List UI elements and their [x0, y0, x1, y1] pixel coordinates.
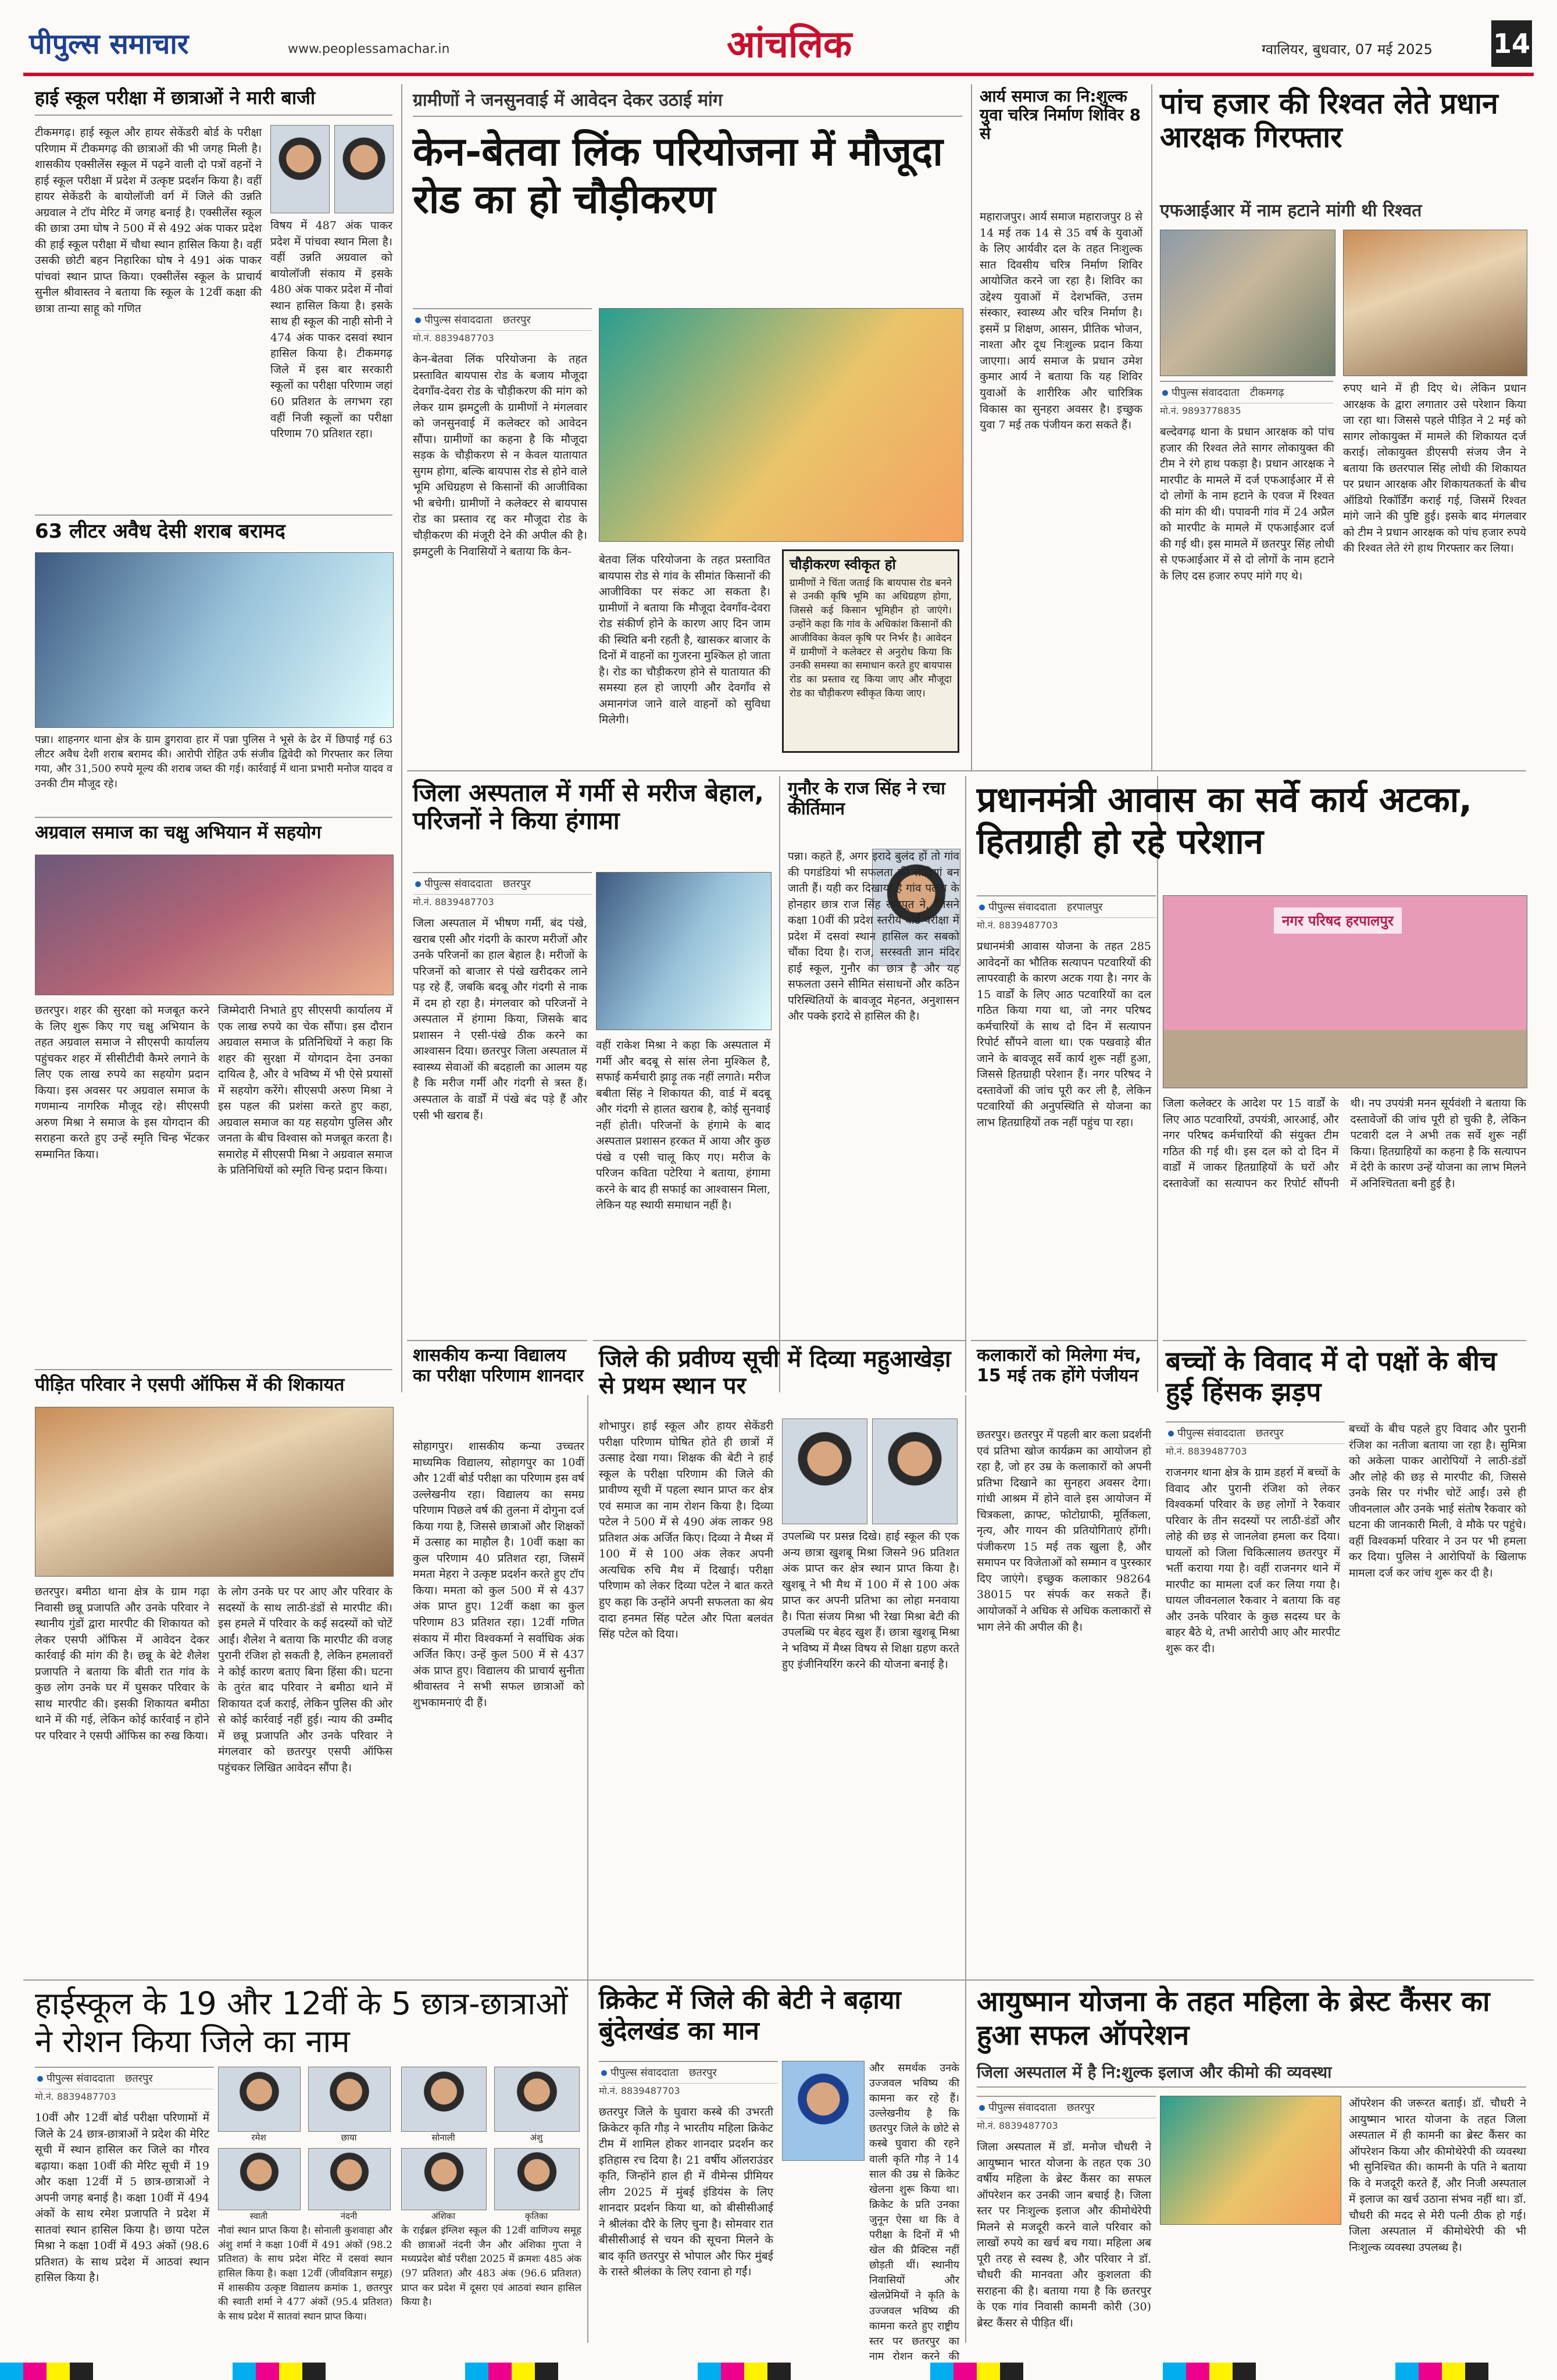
article-body: प्रधानमंत्री आवास योजना के तहत 285 आवेदनों का भौतिक सत्यापन पटवारियों की लापरवाही के कारण अटक गया है। नगर के 15 वार्डों के लिए आठ पटवारियों का दल गठित किया गया था, जो नगर परिषद कर्मचारियों के साथ दो दिन में सत्यापन रिपोर्ट सौंपने वाला था। एक पखवाड़े बीत जाने के बावजूद सर्वे कार्य शुरू नहीं हुआ, जिससे हितग्राही परेशान हैं। नगर परिषद ने दस्तावेजों की जांच पूरी कर ली है, लेकिन पटवारियों की अनुपस्थिति से योजना का लाभ हितग्राहियों तक नहीं पहुंच पा रहा। — [977, 940, 1151, 1130]
student-caption: छाया — [341, 2132, 357, 2143]
article-body: विषय में 487 अंक पाकर प्रदेश में पांचवा स्थान मिला है। वहीं उन्नति अग्रवाल को बायोलॉजी संकाय में इसके 480 अंक पाकर प्रदेश में नौवां स्थान हासिल किया है। इसके साथ ही स्कूल की नाही सोनी ने 474 अंक पाकर दसवां स्थान हासिल किया है। टीकमगढ़ जिले में इस बार सरकारी स्कूलों का परीक्षा परिणाम जहां 60 प्रतिशत के लगभग रहा वहीं निजी स्कूलों का परीक्षा परिणाम 70 प्रतिशत रहा। — [270, 219, 392, 441]
masthead-rule — [23, 73, 1534, 76]
byline-label: पीपुल्स संवाददाता — [415, 313, 492, 327]
article-board-results — [35, 87, 392, 512]
article-body: सोहागपुर। शासकीय कन्या उच्चतर माध्यमिक विद्यालय, सोहागपुर का 10वीं और 12वीं बोर्ड परीक्षा का परिणाम इस वर्ष उल्लेखनीय रहा। विद्यालय का समग्र परिणाम पिछले वर्ष की तुलना में दोगुना दर्ज किया गया है, जिससे छात्राओं और शिक्षकों में उत्साह का माहौल है। 10वीं कक्षा का कुल परिणाम 40 प्रतिशत रहा, जिसमें ममता मेहरा ने उत्कृष्ट प्रदर्शन करते हुए टॉप किया। ममता को कुल 500 में से 437 अंक प्राप्त हुए। 12वीं कक्षा का कुल परिणाम 83 प्रतिशत रहा। 12वीं गणित संकाय में मीरा विश्वकर्मा ने सर्वाधिक अंक अर्जित किए। उन्हें कुल 500 में से 437 अंक प्राप्त हुए। विद्यालय की प्राचार्य सुनीता श्रीवास्तव ने सभी सफल छात्राओं को शुभकामनाएं दी हैं। — [413, 1440, 584, 1709]
article-body: पन्ना। कहते हैं, अगर इरादे बुलंद हों तो गांव की पगडंडियां भी सफलता की सीढ़ियां बन जाती हैं। यही कर दिखाया है गांव पल्ला के होनहार छात्र राज सिंह राजपूत ने, जिसने कक्षा 10वीं की प्रदेश स्तरीय बोर्ड परीक्षा में प्रदेश में दसवां स्थान हासिल कर सबको चौंका दिया है। राज, सरस्वती ज्ञान मंदिर हाई स्कूल, गुनौर का छात्र है और यह सफलता उसने सीमित संसाधनों और कठिन परिस्थितियों के बावजूद मेहनत, अनुशासन और पक्के इरादे से हासिल की है। — [788, 850, 959, 1023]
byline — [977, 2096, 1156, 2118]
article-body: 10वीं और 12वीं बोर्ड परीक्षा परिणामों में जिले के 24 छात्र-छात्राओं ने प्रदेश की मेरिट सूची में स्थान हासिल कर जिले का गौरव बढ़ाया। कक्षा 10वीं की मेरिट सूची में 19 और कक्षा 12वीं में 5 छात्र-छात्राओं ने अपनी जगह बनाई है। कक्षा 10वीं में 494 अंकों के साथ रमेश प्रजापति ने प्रदेश में सातवां स्थान हासिल किया है। छाया पटेल मिश्रा ने कक्षा 10वीं में 493 अंकों (98.6 प्रतिशत) के साथ प्रदेश में आठवां स्थान हासिल किया है। — [35, 2111, 209, 2285]
student-caption: अंशु — [530, 2132, 543, 2143]
website-link[interactable]: www.peoplessamachar.in — [288, 42, 450, 56]
article-body: के राईब्रल इंग्लिश स्कूल की 12वीं वाणिज्य समूह की छात्राओं नंदनी जैन और अंशिका गुप्ता ने मध्यप्रदेश बोर्ड परीक्षा 2025 में क्रमशः 485 अंक (97 प्रतिशत) और 483 अंक (96.6 प्रतिशत) प्राप्त कर प्रदेश में दूसरा एवं आठवां स्थान हासिल किया है। — [401, 2225, 581, 2308]
section-rule — [1163, 1340, 1526, 1341]
student-photo — [494, 2067, 580, 2132]
section-rule — [35, 1369, 392, 1370]
byline-place: छतरपुर — [1066, 2102, 1095, 2114]
article-agrawal — [35, 823, 392, 1346]
building-sign: नगर परिषद हरपालपुर — [1274, 907, 1402, 934]
student-photo — [218, 2067, 301, 2132]
article-body: वहीं राकेश मिश्रा ने कहा कि अस्पताल में गर्मी और बदबू से सांस लेना मुश्किल है, सफाई कर्मचारी झाड़ू तक नहीं लगाते। मरीज बबीता सिंह ने शिकायत की, वार्ड में बदबू और गंदगी से हालत खराब है, कोई सुनवाई नहीं होती। परिजनों के हंगामे के बाद अस्पताल प्रशासन हरकत में आया और कुछ पंखे व एसी चालू किए गए। मरीज के परिजन कविता पटेरिया ने बताया, हंगामा करने के बाद ही सफाई का आश्वासन मिला, लेकिन यह स्थायी समाधान नहीं है। — [596, 1039, 770, 1212]
student-photo — [334, 125, 394, 213]
news-photo — [35, 552, 394, 728]
student-caption: अंशिका — [431, 2211, 455, 2221]
article-body: जिला कलेक्टर के आदेश पर 15 वार्डों के लिए आठ पटवारियों, उपयंत्री, आरआई, और नगर परिषद कर्मचारियों की संयुक्त टीम गठित की गई थी। इस दल को दो दिन में वार्डों में जाकर हितग्राहियों के घरों और दस्तावेजों का सत्यापन कर रिपोर्ट सौंपनी थी। नप उपयंत्री मनन सूर्यवंशी ने बताया कि दस्तावेजों की जांच पूरी हो चुकी है, लेकिन पटवारी दल ने अभी तक सर्वे शुरू नहीं किया। हितग्राहियों का कहना है कि सत्यापन में देरी के कारण उन्हें योजना का लाभ मिलने में अनिश्चितता बनी हुई है। — [1163, 1097, 1526, 1190]
article-body: टीकमगढ़। हाई स्कूल और हायर सेकेंडरी बोर्ड के परीक्षा परिणाम में टीकमगढ़ की छात्राओं की भी जगह मिली है। शासकीय एक्सीलेंस स्कूल में पढ़ने वाली दो पत्रों वहनों ने हाई स्कूल परीक्षा में प्रदेश में उत्कृष्ट प्रदर्शन किया है। वहीं हायर सेकेंडरी के बायोलॉजी वर्ग में जिले की उन्नति अग्रवाल ने टॉप मेरिट में जगह बनाई है। एक्सीलेंस स्कूल की छात्रा उमा घोष ने 500 में से 492 अंक पाकर प्रदेश की हाई स्कूल परीक्षा में चौथा स्थान हासिल किया है। वहीं उसकी छोटी बहन निहारिका घोष ने 491 अंक पाकर पांचवां स्थान प्राप्त किया। एक्सीलेंस स्कूल के प्राचार्य सुनील श्रीवास्तव ने बताया कि स्कूल के 12वीं कक्षा की छात्रा तान्या साहू को गणित — [35, 126, 262, 316]
byline-label: पीपुल्स संवाददाता — [979, 900, 1056, 914]
headline: गुनौर के राज सिंह ने रचा कीर्तिमान — [788, 778, 945, 819]
byline-label: पीपुल्स संवाददाता — [1162, 385, 1240, 399]
byline — [413, 308, 592, 331]
headline: जिले की प्रवीण्य सूची में दिव्या महुआखेड़ा से प्रथम स्थान पर — [599, 1346, 951, 1399]
article-cricket — [599, 1985, 959, 2363]
headline: पीड़ित परिवार ने एसपी ऑफिस में की शिकायत — [35, 1374, 345, 1395]
article-body: उपलब्धि पर प्रसन्न दिखे। हाई स्कूल की एक अन्य छात्रा खुशबू मिश्रा जिसने 96 प्रतिशत अंक प्राप्त कर क्षेत्र स्थान प्राप्त किया है। खुशबू ने भी मैथ में 100 में से 100 अंक प्राप्त कर अपनी प्रतिभा का लोहा मनवाया है। पिता संजय मिश्रा भी रेखा मिश्रा बेटी की उपलब्धि पर बेहद खुश हैं। छात्रा खुशबू मिश्रा ने भविष्य में मैथ्स विषय से शिक्षा ग्रहण करते हुए इंजीनियरिंग करने की योजना बनाई है। — [782, 1530, 959, 1671]
article-bribe — [1160, 87, 1526, 762]
byline-label: पीपुल्स संवाददाता — [1168, 1426, 1245, 1440]
masthead — [23, 17, 1534, 73]
byline — [413, 872, 592, 895]
byline — [1166, 1421, 1345, 1444]
article-body: जिला अस्पताल में डॉ. मनोज चौधरी ने आयुष्मान भारत योजना के तहत एक 30 वर्षीय महिला के ब्रेस्ट कैंसर का सफल ऑपरेशन कर उनकी जान बचाई है। जिला स्तर पर निःशुल्क इलाज और कीमोथेरेपी मिलने से मजदूरी करने वाले परिवार को लाखों रुपये का खर्च बच गया। महिला अब पूरी तरह से स्वस्थ है, और परिवार ने डॉ. चौधरी की मानवता और कुशलता की सराहना की है। बताया गया है कि छतरपुर के एक गांव निवासी कामनी कोरी (30) ब्रेस्ट कैंसर से पीड़ित थीं। — [977, 2140, 1151, 2330]
column-rule — [587, 1395, 588, 2343]
dateline: ग्वालियर, बुधवार, 07 मई 2025 — [1262, 41, 1433, 58]
article-pm-awas — [977, 779, 1526, 1366]
headline: बच्चों के विवाद में दो पक्षों के बीच हुई हिंसक झड़प — [1166, 1345, 1497, 1407]
article-body: छतरपुर जिले के घुवारा कस्बे की उभरती क्रिकेटर कृति गौड़ ने भारतीय महिला क्रिकेट टीम में शामिल होकर शानदार प्रदर्शन कर इतिहास रच दिया है। 21 वर्षीय ऑलराउंडर कृति, जिन्होंने हाल ही में वीमेन्स प्रीमियर लीग 2025 में मुंबई इंडियंस के लिए शानदार प्रदर्शन किया था, को बीसीसीआई ने श्रीलंका दौरे के लिए चुना है। सोमवार रात बीसीसीआई से चयन की सूचना मिलने के बाद कृति छतरपुर से भोपाल और फिर मुंबई के रास्ते श्रीलंका के लिए रवाना हो गईं। — [599, 2106, 773, 2279]
student-photo — [872, 1418, 958, 1524]
article-body: और समर्थक उनके उज्जवल भविष्य की कामना कर रहे हैं। उल्लेखनीय है कि छतरपुर जिले के छोटे से कस्बे घुवारा की रहने वाली कृति गौड़ ने 14 साल की उम्र से क्रिकेट खेलना शुरू किया था। क्रिकेट के प्रति उनका जुनून ऐसा था कि वे परीक्षा के दिनों में भी खेल की प्रैक्टिस नहीं छोड़ती थीं। स्थानीय निवासियों और खेलप्रेमियों ने कृति के उज्जवल भविष्य की कामना करते हुए राष्ट्रीय स्तर पर छतरपुर का नाम रोशन करने की — [869, 2062, 959, 2363]
article-arya-samaj — [980, 87, 1142, 762]
article-merit — [599, 1346, 959, 1950]
student-caption: नंदनी — [340, 2211, 358, 2221]
article-govt-girls — [413, 1346, 584, 1950]
section-rule — [971, 1340, 1157, 1341]
headline: आर्य समाज का नि:शुल्क युवा चरित्र निर्माण शिविर 8 से — [980, 87, 1141, 144]
article-body: के लोग उनके घर पर आए और परिवार के सदस्यों के साथ लाठी-डंडों से मारपीट की। इस हमले में परिवार के कई सदस्यों को चोटें आईं। शैलेश ने बताया कि मारपीट की वजह पुरानी रंजिश हो सकती है, लेकिन हमलावरों ने कोई कारण बताए बिना हिंसा की। घटना के तुरंत बाद परिवार ने बमीठा थाने में शिकायत दर्ज कराई, लेकिन पुलिस की ओर से कोई कार्रवाई नहीं हुई। न्याय की उम्मीद में छन्नू प्रजापति और उनके परिवार ने मंगलवार को छतरपुर एसपी ऑफिस पहुंचकर लिखित आवेदन सौंपा है। — [218, 1585, 392, 1775]
article-body: नौवां स्थान प्राप्त किया है। सोनाली कुशवाहा और अंशु शर्मा ने कक्षा 10वीं में 491 अंकों (98.2 प्रतिशत) के साथ प्रदेश मेरिट में दसवां स्थान हासिल किया है। कक्षा 12वीं (जीवविज्ञान समूह) में शासकीय उत्कृष्ट विद्यालय क्रमांक 1, छतरपुर की स्वाती शर्मा ने 477 अंकों (95.4 प्रतिशत) के साथ प्रदेश में सातवां स्थान प्राप्त किया। — [218, 2225, 392, 2322]
student-caption: कृतिका — [524, 2211, 548, 2221]
byline-place: छतरपुर — [1255, 1427, 1284, 1439]
sidebar-body: ग्रामीणों ने चिंता जताई कि बायपास रोड बनने से उनकी कृषि भूमि का अधिग्रहण होगा, जिससे कई किसान भूमिहीन हो जाएंगे। उन्होंने कहा कि गांव के अधिकांश किसानों की आजीविका केवल कृषि पर निर्भर है। आवेदन में ग्रामीणों ने कलेक्टर से अनुरोध किया कि उनकी समस्या का समाधान करते हुए बायपास रोड का प्रस्ताव रद्द किया जाए और मौजूदा रोड का चौड़ीकरण स्वीकृत किया जाए। — [790, 577, 952, 699]
column-rule — [1151, 84, 1152, 770]
section-rule — [407, 1340, 587, 1341]
section-rule — [23, 1979, 1534, 1981]
article-body: छतरपुर। शहर की सुरक्षा को मजबूत करने के लिए शुरू किए गए चक्षु अभियान के तहत अग्रवाल समाज ने सीएसपी कार्यालय पहुंचकर शहर में सीसीटीवी कैमरे लगाने के लिए एक लाख रुपये का सहयोग प्रदान किया। इस अवसर पर अग्रवाल समाज के गणमान्य नागरिक मौजूद रहे। सीएसपी अरुण मिश्रा ने समाज के इस योगदान की सराहना करते हुए उन्हें स्मृति चिन्ह भेंटकर सम्मानित किया। — [35, 1004, 209, 1161]
headline: हाई स्कूल परीक्षा में छात्राओं ने मारी बाजी — [35, 87, 392, 116]
article-body: केन-बेतवा लिंक परियोजना के तहत प्रस्तावित बायपास रोड के बजाय मौजूदा देवगाँव-देवरा रोड के चौड़ीकरण की मांग को लेकर ग्राम झमटुली के ग्रामीणों ने मंगलवार को जनसुनवाई में कलेक्टर को आवेदन सौंपा। ग्रामीणों का कहना है कि मौजूदा सड़क के चौड़ीकरण से न केवल यातायात सुगम होगा, बल्कि बायपास रोड से होने वाले भूमि अधिग्रहण से किसानों की आजीविका भी बचेगी। ग्रामीणों ने कलेक्टर से बायपास रोड का प्रस्ताव रद्द कर मौजूदा रोड के चौड़ीकरण की मंजूरी देने की अपील की है। झमटुली के निवासियों ने बताया कि केन- — [413, 353, 587, 558]
headline: केन-बेतवा लिंक परियोजना में मौजूदा रोड का हो चौड़ीकरण — [413, 129, 943, 223]
mobile-number: मो.नं. 8839487703 — [413, 333, 494, 344]
player-photo — [782, 2061, 865, 2161]
bullet-icon — [415, 881, 421, 887]
byline-label: पीपुल्स संवाददाता — [415, 877, 492, 891]
headline: शासकीय कन्या विद्यालय का परीक्षा परिणाम शानदार — [413, 1345, 584, 1386]
article-clash — [1166, 1346, 1526, 1950]
byline-label: पीपुल्स संवाददाता — [979, 2100, 1056, 2114]
mobile-number: मो.नं. 8839487703 — [413, 896, 494, 907]
article-body: पन्ना। शाहनगर थाना क्षेत्र के ग्राम डुगरावा हार में पन्ना पुलिस ने भूसे के ढेर में छिपाई गई 63 लीटर अवैध देशी शराब बरामद की। आरोपी रोहित उर्फ संजीव द्विवेदी को गिरफ्तार कर लिया गया, और 31,500 रुपये मूल्य की शराब जब्त की गई। कार्रवाई में थाना प्रभारी मनोज यादव व उनकी टीम मौजूद रहे। — [35, 734, 392, 790]
byline — [599, 2061, 778, 2084]
news-photo — [599, 308, 963, 542]
headline: पांच हजार की रिश्वत लेते प्रधान आरक्षक गिरफ्तार — [1160, 87, 1498, 154]
byline-place: छतरपुर — [124, 2072, 153, 2085]
sidebar-title: चौड़ीकरण स्वीकृत हो — [790, 556, 896, 573]
subhead: एफआईआर में नाम हटाने मांगी थी रिश्वत — [1160, 201, 1422, 221]
bullet-icon — [1168, 1431, 1174, 1436]
paper-logo: पीपुल्स समाचार — [29, 28, 189, 60]
byline — [977, 895, 1156, 918]
section-rule — [407, 770, 1526, 771]
news-photo — [1163, 895, 1527, 1088]
article-sp-complaint — [35, 1375, 392, 1979]
mobile-number: मो.नं. 8839487703 — [35, 2091, 116, 2102]
article-students-19 — [35, 1985, 581, 2357]
column-rule — [965, 1395, 966, 2343]
student-photo — [308, 2148, 391, 2210]
bullet-icon — [1162, 390, 1168, 396]
article-cancer — [977, 1985, 1526, 2357]
student-photo — [782, 1418, 867, 1524]
article-body: राजनगर थाना क्षेत्र के ग्राम डहर्रा में बच्चों के विवाद और पुरानी रंजिश को लेकर विश्वकर्मा परिवार के छह लोगों ने रैकवार परिवार के तीन सदस्यों पर लाठी-डंडों और लोहे की छड़ से जानलेवा हमला कर दिया। घायलों को जिला चिकित्सालय छतरपुर में भर्ती कराया गया है। वहीं राजनगर थाने में मारपीट का मामला दर्ज कर लिया गया है। घायल जीवनलाल रैकवार ने बताया कि वह और उनके परिवार के कुछ सदस्य घर के बाहर बैठे थे, तभी आरोपी आए और मारपीट शुरू कर दी। — [1166, 1466, 1340, 1656]
article-body: छतरपुर। बमीठा थाना क्षेत्र के ग्राम गढ़ा निवासी छन्नू प्रजापति और उनके परिवार ने स्थानीय गुंडों द्वारा मारपीट की शिकायत को लेकर एसपी ऑफिस में आवेदन देकर कार्रवाई की मांग की है। छन्नू के बेटे शैलेश प्रजापति ने बताया कि बीती रात गांव के कुछ लोग उनके घर में घुसकर परिवार के साथ मारपीट की। इसकी शिकायत बमीठा थाने में की गई, लेकिन कोई कार्रवाई न होने पर परिवार ने एसपी ऑफिस का रुख किया। — [35, 1585, 209, 1742]
byline-label: पीपुल्स संवाददाता — [601, 2065, 678, 2079]
section-rule — [593, 1340, 965, 1341]
article-body: छतरपुर। छतरपुर में पहली बार कला प्रदर्शनी एवं प्रतिभा खोज कार्यक्रम का आयोजन हो रहा है, जो हर उम्र के कलाकारों को अपनी प्रतिभा दिखाने का सुनहरा अवसर देगा। गांधी आश्रम में होने वाले इस आयोजन में चित्रकला, क्राफ्ट, फोटोग्राफी, मूर्तिकला, नृत्य, और गायन की प्रतियोगिताएं होंगी। पंजीकरण 15 मई तक खुला है, और समापन पर विजेताओं को सम्मान व पुरस्कार दिए जाएंगे। इच्छुक कलाकार 98264 38015 पर संपर्क कर सकते हैं। आयोजकों ने अधिक से अधिक कलाकारों से भाग लेने की अपील की है। — [977, 1428, 1151, 1634]
section-rule — [35, 514, 392, 516]
article-body: शोभापुर। हाई स्कूल और हायर सेकेंडरी परीक्षा परिणाम घोषित होते ही छात्रों में उत्साह देखा गया। शिक्षक की बेटी ने हाई स्कूल के परीक्षा परिणाम की जिले की प्रावीण्य सूची में पहला स्थान प्राप्त कर क्षेत्र एवं समाज का नाम रोशन किया है। दिव्या पटेल ने 500 में से 490 अंक लाकर 98 प्रतिशत अंक अर्जित किए। दिव्या ने मैथ्स में 100 में से 100 अंक लेकर अपनी अत्यधिक रुचि मैथ में दिखाई। परीक्षा परिणाम को लेकर दिव्या पटेल ने बात करते हुए कहा कि उन्होंने अपनी सफलता का श्रेय दादा हनमत सिंह पटेल और पिता बलवंत सिंह पटेल को दिया। — [599, 1420, 773, 1641]
news-photo — [35, 855, 394, 995]
article-body: बल्देवगढ़ थाना के प्रधान आरक्षक को पांच हजार की रिश्वत लेते सागर लोकायुक्त की टीम ने रंगे हाथ पकड़ा है। प्रधान आरक्षक ने मारपीट के मामले में दर्ज एफआईआर में से दो लोगों के नाम हटाने के एवज में रिश्वत की मांग की थी। पपावनी गांव में 24 अप्रैल को मारपीट के मामले में एफआईआर दर्ज की गई थी। इस मामले में छतरपुर सिंह लोधी से एफआईआर में से दो लोगों के नाम हटाने के लिए दस हजार रुपए मांगे गए थे। — [1160, 426, 1334, 583]
mobile-number: मो.नं. 8839487703 — [599, 2085, 680, 2096]
news-photo — [1343, 230, 1527, 376]
news-photo — [35, 1407, 394, 1577]
news-photo — [1160, 230, 1335, 376]
section-rule — [35, 817, 392, 818]
headline: हाईस्कूल के 19 और 12वीं के 5 छात्र-छात्राओं ने रोशन किया जिले का नाम — [35, 1985, 568, 2060]
student-caption: स्वाती — [249, 2211, 268, 2221]
article-artists — [977, 1346, 1151, 1950]
byline — [35, 2067, 214, 2089]
article-body: जिम्मेदारी निभाते हुए सीएसपी कार्यालय में एक लाख रुपये का चेक सौंपा। इस दौरान अग्रवाल समाज के प्रतिनिधियों ने कहा कि शहर की सुरक्षा में योगदान देना उनका दायित्व है, और वे भविष्य में भी ऐसे प्रयासों में सहयोग करेंगे। सीएसपी अरुण मिश्रा ने इस पहल की प्रशंसा करते हुए कहा, अग्रवाल समाज का यह सहयोग पुलिस और जनता के बीच विश्वास को मजबूत करता है। समारोह में सीएसपी मिश्रा ने अग्रवाल समाज के प्रतिनिधियों को स्मृति चिन्ह प्रदान किया। — [218, 1004, 392, 1177]
page-number: 14 — [1491, 20, 1532, 67]
mobile-number: मो.नं. 8839487703 — [977, 920, 1058, 931]
headline: आयुष्मान योजना के तहत महिला के ब्रेस्ट कैंसर का हुआ सफल ऑपरेशन — [977, 1985, 1490, 2052]
article-body: ऑपरेशन की जरूरत बताई। डॉ. चौधरी ने आयुष्मान भारत योजना के तहत जिला अस्पताल में ही कामनी का ब्रेस्ट कैंसर का ऑपरेशन किया और कीमोथेरेपी की व्यवस्था भी सुनिश्चित की। कामनी के पति ने बताया कि वे मजदूरी करते हैं, और निजी अस्पताल में इलाज का खर्च उठाना संभव नहीं था। डॉ. चौधरी की मदद से मेरी पत्नी ठीक हो गई। जिला अस्पताल में कीमोथेरेपी की भी निःशुल्क व्यवस्था उपलब्ध है। — [1349, 2097, 1526, 2254]
column-rule — [401, 84, 402, 1392]
article-body: महाराजपुर। आर्य समाज महाराजपुर 8 से 14 मई तक 14 से 35 वर्ष के युवाओं के लिए आर्यवीर दल के तहत निःशुल्क सात दिवसीय चरित्र निर्माण शिविर आयोजित करने जा रहा है। शिविर का उद्देश्य युवाओं में देशभक्ति, उत्तम संस्कार, स्वास्थ्य और चरित्र निर्माण है। इसमें प्र शिक्षण, आसन, प्रीतिक भोजन, नाश्ता और दूध निःशुल्क प्रदान किया जाएगा। आर्य समाज के प्रधान उमेश कुमार आर्य ने बताया कि यह शिविर युवाओं के शारीरिक और चारित्रिक विकास का सुनहरा अवसर है। इच्छुक युवा 7 मई तक पंजीयन करा सकते हैं। — [980, 210, 1142, 432]
bullet-icon — [601, 2070, 607, 2076]
headline: कलाकारों को मिलेगा मंच, 15 मई तक होंगे पंजीयन — [977, 1345, 1142, 1386]
bullet-icon — [979, 2105, 985, 2111]
mobile-number: मो.नं. 8839487703 — [1166, 1446, 1247, 1457]
byline-label: पीपुल्स संवाददाता — [37, 2071, 115, 2085]
headline: क्रिकेट में जिले की बेटी ने बढ़ाया बुंदेलखंड का मान — [599, 1985, 901, 2046]
student-caption: रमेश — [251, 2132, 266, 2143]
headline: जिला अस्पताल में गर्मी से मरीज बेहाल, परिजनों ने किया हंगामा — [413, 778, 764, 835]
article-ken-betwa — [413, 87, 962, 762]
news-photo — [1160, 2096, 1341, 2225]
article-liquor — [35, 520, 392, 811]
bullet-icon — [37, 2076, 43, 2082]
byline — [1160, 381, 1333, 403]
headline: 63 लीटर अवैध देसी शराब बरामद — [35, 520, 285, 543]
sidebar-box — [782, 549, 959, 753]
student-photo — [401, 2148, 487, 2210]
news-photo — [596, 872, 772, 1030]
byline-place: छतरपुर — [688, 2067, 717, 2079]
article-body: जिला अस्पताल में भीषण गर्मी, बंद पंखे, खराब एसी और गंदगी के कारण मरीजों और उनके परिजनों का हाल बेहाल है। मरीजों के परिजनों को बाजार से पंखे खरीदकर लाने पड़ रहे हैं, जबकि बदबू और गंदगी से नाक में दम हो रहा है। मंगलवार को परिजनों ने अस्पताल में हंगामा किया, जिसके बाद प्रशासन ने एसी-पंखे ठीक करने का आश्वासन दिया। छतरपुर जिला अस्पताल में स्वास्थ्य सेवाओं की बदहाली का आलम यह है कि मरीज गर्मी और गंदगी से त्रस्त हैं। अस्पताल के वार्डों में पंखे बंद पड़े हैं और एसी भी खराब हैं। — [413, 917, 587, 1122]
subhead: जिला अस्पताल में है नि:शुल्क इलाज और कीमो की व्यवस्था — [977, 2061, 1526, 2088]
student-photo — [270, 125, 330, 213]
column-rule — [779, 776, 780, 1392]
mobile-number: मो.नं. 9893778835 — [1160, 405, 1241, 416]
mobile-number: मो.नं. 8839487703 — [977, 2120, 1058, 2131]
student-caption: सोनाली — [431, 2132, 455, 2143]
column-rule — [965, 776, 966, 1392]
student-photo — [218, 2148, 301, 2210]
bullet-icon — [979, 905, 985, 910]
section-title: आंचलिक — [727, 23, 852, 66]
headline: अग्रवाल समाज का चक्षु अभियान में सहयोग — [35, 822, 322, 843]
student-photo — [494, 2148, 580, 2210]
column-rule — [971, 84, 972, 770]
article-body: बच्चों के बीच पहले हुए विवाद और पुरानी रंजिश का नतीजा बताया जा रहा है। सुमित्रा को अकेला पाकर आरोपियों ने लाठी-डंडों और लोहे की छड़ से मारपीट की, जिससे उनके सिर पर गंभीर चोटें आईं। उसे ही जीवनलाल और उनके भाई संतोष रैकवार को घटना की जानकारी मिली, वे मौके पर पहुंचे। वहीं विश्वकर्मा परिवार ने उन पर भी हमला कर दिया। पुलिस ने आरोपियों के खिलाफ मामला दर्ज कर जांच शुरू कर दी है। — [1349, 1423, 1526, 1579]
student-photo — [401, 2067, 487, 2132]
byline-place: हरपालपुर — [1066, 901, 1103, 913]
footer-color-bar — [0, 2363, 1557, 2380]
article-body: बेतवा लिंक परियोजना के तहत प्रस्तावित बायपास रोड से गांव के सीमांत किसानों की आजीविका पर संकट आ सकता है। ग्रामीणों ने बताया कि मौजूदा देवगाँव-देवरा रोड संकीर्ण होने के कारण आए दिन जाम की स्थिति बनी रहती है, खासकर बाजार के दिनों में वाहनों का गुजरना मुश्किल हो जाता है। रोड का चौड़ीकरण होने से यातायात की समस्या हल हो जाएगी और देवगाँव से अमानगंज जाने वाले वाहनों को सुविधा मिलेगी। — [599, 553, 770, 727]
article-body: रुपए थाने में ही दिए थे। लेकिन प्रधान आरक्षक के द्वारा लगातार उसे परेशान किया जा रहा था। जिससे पहले पीड़ित ने 2 मई को सागर लोकायुक्त में मामले की शिकायत दर्ज कराई। लोकायुक्त डीएसपी संजय जैन ने बताया कि छतरपाल सिंह लोधी की शिकायत पर प्रधान आरक्षक और शिकायतकर्ता के बीच ऑडियो रिकॉर्डिंग कराई गई, जिसमें रिश्वत मांगे जाने की पुष्टि हुई। इसके बाद मंगलवार को टीम ने प्रधान आरक्षक को पांच हजार रुपये की रिश्वत लेते रंगे हाथ गिरफ्तार कर लिया। — [1343, 382, 1526, 555]
kicker: ग्रामीणों ने जनसुनवाई में आवेदन देकर उठाई मांग — [413, 87, 962, 117]
article-gunaur — [788, 779, 959, 1372]
article-hospital — [413, 779, 770, 1372]
headline: प्रधानमंत्री आवास का सर्वे कार्य अटका, हितग्राही हो रहे परेशान — [977, 780, 1473, 862]
byline-place: टीकमगढ़ — [1249, 387, 1284, 399]
student-photo — [308, 2067, 391, 2132]
byline-place: छतरपुर — [502, 878, 531, 890]
byline-place: छतरपुर — [502, 314, 531, 326]
bullet-icon — [415, 317, 421, 323]
